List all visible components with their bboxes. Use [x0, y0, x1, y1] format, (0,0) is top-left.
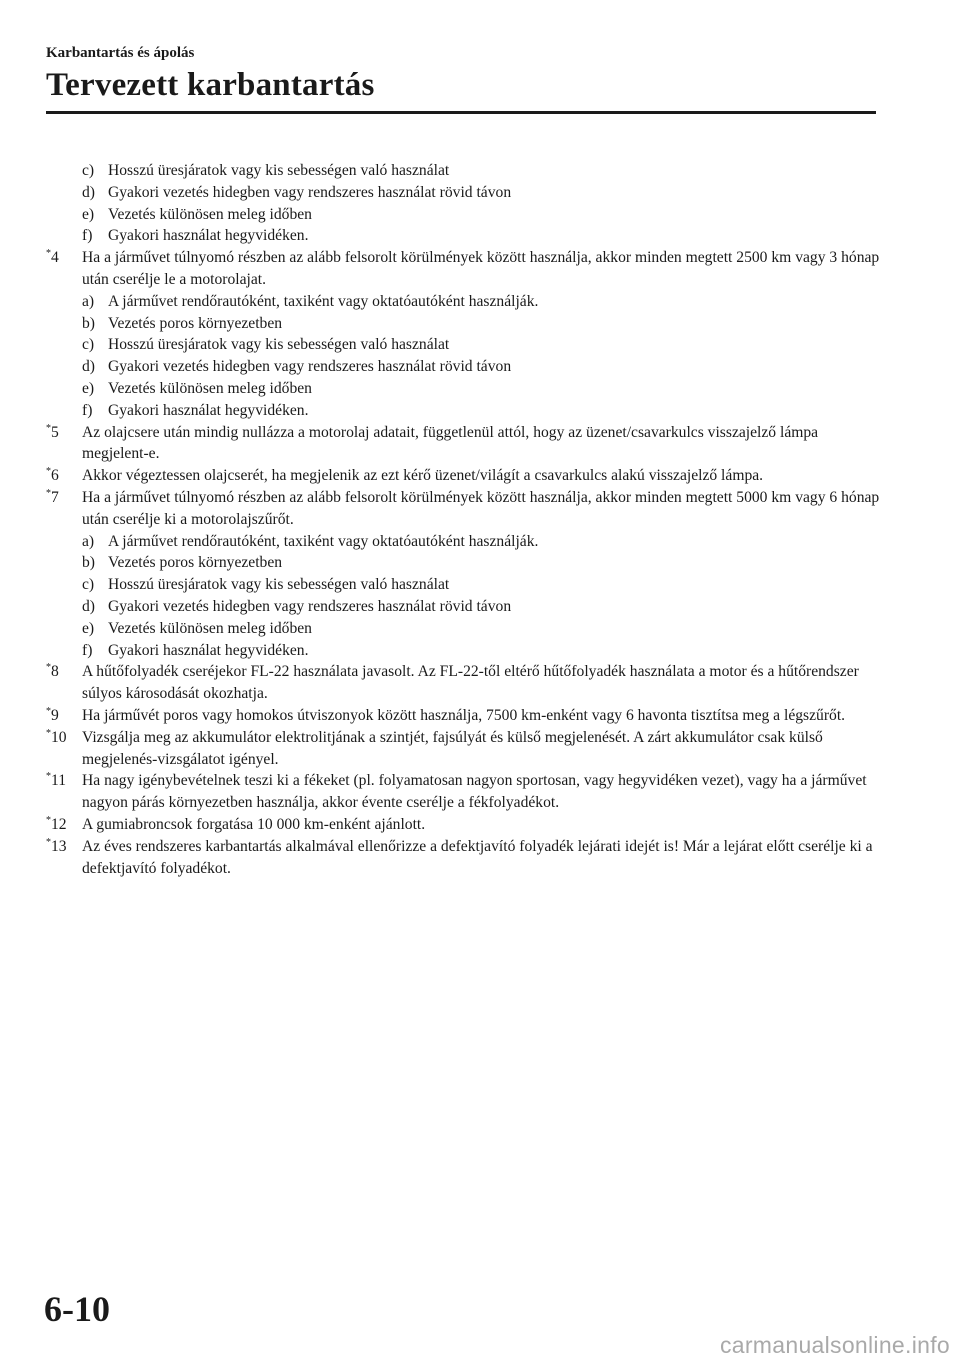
footnote-number: 12 — [51, 815, 67, 833]
condition-item — [46, 356, 880, 378]
condition-label: b) — [82, 314, 95, 332]
condition-item — [46, 225, 880, 247]
condition-label: a) — [82, 292, 95, 310]
footnote-text: A gumiabroncsok forgatása 10 000 km-enként ajánlott. — [82, 815, 426, 833]
footnote-asterisk: * — [46, 771, 51, 783]
footnote-number: 10 — [51, 728, 67, 746]
condition-item — [46, 400, 880, 422]
footnote-item — [46, 487, 880, 531]
condition-text: Gyakori használat hegyvidéken. — [108, 401, 309, 419]
footnote-text: Az olajcsere után mindig nullázza a motorolaj adatait, függetlenül attól, hogy az üzenet/csavarkulcs visszajelző lámpa megjelent-e. — [82, 423, 819, 463]
footnote-item — [46, 465, 880, 487]
footnote-text: Akkor végeztessen olajcserét, ha megjelenik az ezt kérő üzenet/világít a csavarkulcs alakú visszajelző lámpa. — [82, 467, 764, 485]
condition-label: f) — [82, 401, 93, 419]
condition-item — [46, 552, 880, 574]
condition-text: Vezetés poros környezetben — [108, 314, 283, 332]
condition-item — [46, 182, 880, 204]
condition-label: a) — [82, 532, 95, 550]
condition-item — [46, 313, 880, 335]
footnote-number: 5 — [51, 423, 59, 441]
footnote-item — [46, 705, 880, 727]
condition-item — [46, 160, 880, 182]
condition-text: Vezetés különösen meleg időben — [108, 205, 312, 223]
page-title: Tervezett karbantartás — [46, 67, 375, 103]
footnote-marker — [46, 705, 82, 727]
title-divider — [46, 111, 876, 114]
condition-text: Gyakori vezetés hidegben vagy rendszeres használat rövid távon — [108, 597, 512, 615]
condition-text: A járművet rendőrautóként, taxiként vagy oktatóautóként használják. — [108, 292, 539, 310]
footnote-item — [46, 661, 880, 705]
footnote-asterisk: * — [46, 662, 51, 674]
condition-text: Vezetés különösen meleg időben — [108, 379, 312, 397]
footnote-item — [46, 836, 880, 880]
page-number: 6-10 — [44, 1289, 110, 1329]
footnote-marker — [46, 487, 82, 531]
condition-label: e) — [82, 379, 95, 397]
footnote-asterisk: * — [46, 248, 51, 260]
condition-text: Gyakori használat hegyvidéken. — [108, 227, 309, 245]
footnote-asterisk: * — [46, 836, 51, 848]
condition-text: Hosszú üresjáratok vagy kis sebességen való használat — [108, 162, 450, 179]
condition-label: f) — [82, 227, 93, 245]
condition-label: b) — [82, 554, 95, 572]
condition-label: d) — [82, 183, 95, 201]
footnote-number: 11 — [51, 772, 67, 790]
footnote-marker — [46, 770, 82, 814]
footnote-text: A hűtőfolyadék cseréjekor FL-22 használata javasolt. Az FL-22-től eltérő hűtőfolyadék használata a motor és a hűtőrendszer súlyos károsodását okozhatja. — [82, 663, 859, 703]
footnote-number: 13 — [51, 837, 67, 855]
footnote-asterisk: * — [46, 727, 51, 739]
footnote-marker — [46, 836, 82, 880]
condition-label: e) — [82, 619, 95, 637]
condition-text: Gyakori vezetés hidegben vagy rendszeres használat rövid távon — [108, 183, 512, 201]
footnote-text: Ha a járművet túlnyomó részben az alább felsorolt körülmények között használja, akkor minden megtett 2500 km vagy 3 hónap után cserélje le a motorolajat. — [82, 249, 880, 288]
condition-text: Hosszú üresjáratok vagy kis sebességen való használat — [108, 336, 450, 354]
condition-item — [46, 574, 880, 596]
condition-label: d) — [82, 597, 95, 615]
condition-label: c) — [82, 336, 95, 354]
footnote-list — [46, 160, 880, 879]
condition-label: c) — [82, 576, 95, 594]
condition-item — [46, 640, 880, 662]
condition-item — [46, 596, 880, 618]
condition-label: f) — [82, 641, 93, 659]
watermark-link[interactable]: carmanualsonline.info — [719, 1332, 950, 1358]
condition-text: A járművet rendőrautóként, taxiként vagy oktatóautóként használják. — [108, 532, 539, 550]
footnote-asterisk: * — [46, 705, 51, 717]
condition-item — [46, 618, 880, 640]
condition-text: Vezetés poros környezetben — [108, 554, 283, 572]
page-header — [46, 44, 876, 104]
footnote-text: Ha járművét poros vagy homokos útviszonyok között használja, 7500 km-enként vagy 6 havonta tisztítsa meg a légszűrőt. — [82, 706, 846, 724]
condition-item — [46, 531, 880, 553]
footnote-item — [46, 814, 880, 836]
footnote-asterisk: * — [46, 814, 51, 826]
footnote-item — [46, 770, 880, 814]
condition-text: Gyakori vezetés hidegben vagy rendszeres használat rövid távon — [108, 358, 512, 376]
footnote-asterisk: * — [46, 422, 51, 434]
footnote-marker — [46, 422, 82, 466]
section-label: Karbantartás és ápolás — [46, 45, 195, 61]
condition-label: e) — [82, 205, 95, 223]
condition-text: Gyakori használat hegyvidéken. — [108, 641, 309, 659]
footnote-marker — [46, 727, 82, 771]
footnote-asterisk: * — [46, 487, 51, 499]
footnote-number: 9 — [51, 706, 59, 724]
footnote-asterisk: * — [46, 466, 51, 478]
footnote-item — [46, 727, 880, 771]
footnote-text: Ha nagy igénybevételnek teszi ki a fékeket (pl. folyamatosan nagyon sportosan, vagy hegyvidéken vezet), vagy ha a járművet nagyon párás környezetben használja, akkor évente cserélje a fékfolyadékot. — [82, 772, 867, 812]
footnote-item — [46, 422, 880, 466]
footnote-marker — [46, 814, 82, 836]
condition-text: Hosszú üresjáratok vagy kis sebességen való használat — [108, 576, 450, 594]
footnote-number: 6 — [51, 467, 59, 485]
footnote-marker — [46, 661, 82, 705]
condition-item — [46, 334, 880, 356]
footnote-text: Az éves rendszeres karbantartás alkalmával ellenőrizze a defektjavító folyadék lejárati idejét is! Már a lejárat előtt cserélje ki a defektjavító folyadékot. — [82, 837, 873, 877]
condition-label: d) — [82, 358, 95, 376]
condition-item — [46, 378, 880, 400]
condition-label: c) — [82, 162, 95, 179]
footnote-text: Ha a járművet túlnyomó részben az alább felsorolt körülmények között használja, akkor minden megtett 5000 km vagy 6 hónap után cserélje ki a motorolajszűrőt. — [82, 488, 880, 528]
footnote-text: Vizsgálja meg az akkumulátor elektrolitjának a szintjét, fajsúlyát és külső megjelenését. A zárt akkumulátor csak külső megjelenés-vizsgálatot igényel. — [82, 728, 823, 768]
condition-item — [46, 291, 880, 313]
condition-item — [46, 204, 880, 226]
footnote-number: 7 — [51, 488, 59, 506]
condition-text: Vezetés különösen meleg időben — [108, 619, 312, 637]
footnote-item — [46, 247, 880, 291]
footnote-marker — [46, 465, 82, 487]
footnote-number: 4 — [51, 249, 59, 267]
footnote-number: 8 — [51, 663, 59, 681]
footnote-marker — [46, 247, 82, 291]
